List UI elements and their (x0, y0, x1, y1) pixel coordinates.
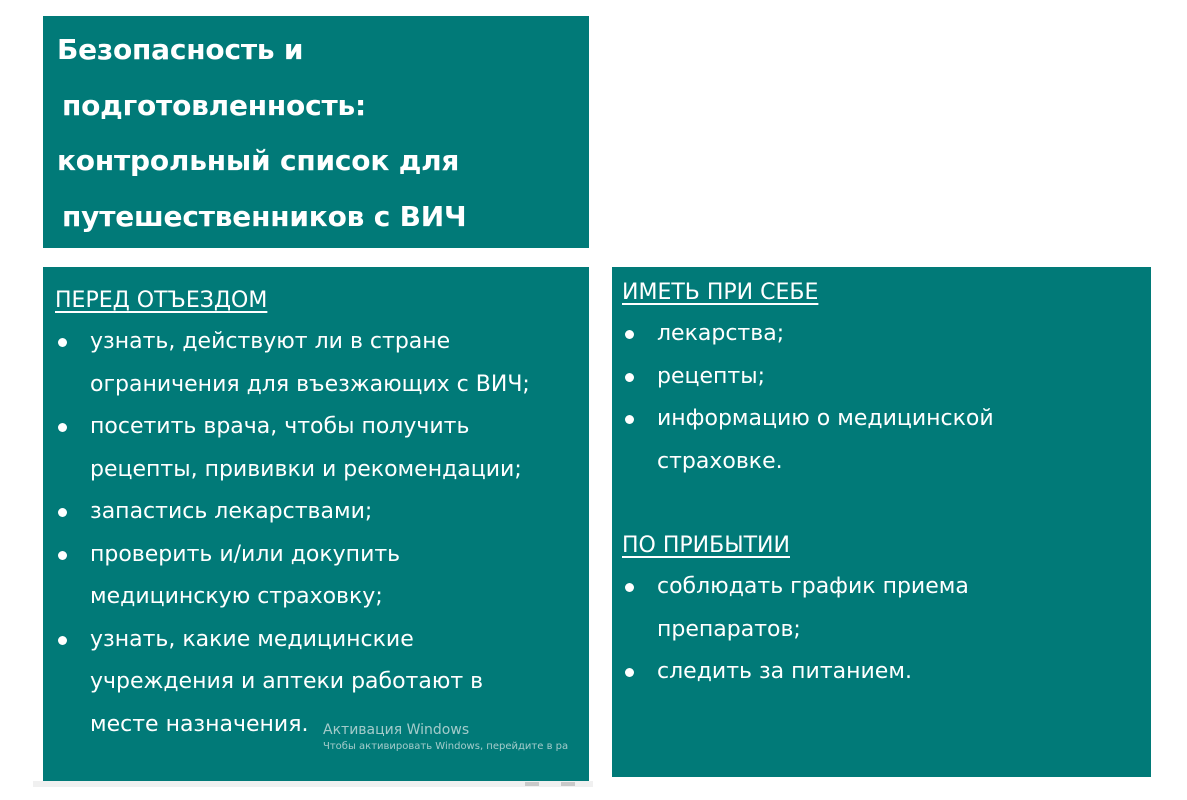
list-item (55, 406, 579, 491)
list-item-text: рецепты, прививки и рекомендации; (90, 456, 522, 482)
on-arrival-heading: ПО ПРИБЫТИИ (622, 533, 790, 558)
list-item-text: проверить и/или докупить (90, 541, 401, 567)
list-item-text: медицинскую страховку; (90, 584, 383, 609)
list-item (622, 651, 1141, 694)
bullet-icon (625, 330, 634, 339)
list-item-text: соблюдать график приема (657, 574, 969, 599)
page-title-line-1: Безопасность и (57, 33, 304, 66)
carry-with-you-list (622, 313, 1141, 483)
list-item-text: страховке. (657, 448, 783, 474)
page-title-line-4: путешественников с ВИЧ (62, 199, 467, 233)
list-item (622, 356, 1141, 399)
list-item (55, 321, 579, 406)
bullet-icon (625, 373, 634, 382)
before-departure-panel (43, 267, 589, 781)
list-item-text: лекарства; (657, 321, 785, 346)
list-item (622, 313, 1141, 356)
before-departure-list (55, 321, 579, 746)
list-item-text: следить за питанием. (657, 659, 912, 684)
section-spacer (622, 483, 1141, 526)
carry-with-you-heading: ИМЕТЬ ПРИ СЕБЕ (622, 280, 819, 305)
list-item-text: посетить врача, чтобы получить (90, 414, 470, 439)
title-panel (43, 16, 589, 248)
on-arrival-list (622, 566, 1141, 694)
list-item-text: препаратов; (657, 616, 801, 642)
list-item-text: запастись лекарствами; (90, 499, 373, 524)
list-item (622, 398, 1141, 483)
list-item-text: ограничения для въезжающих с ВИЧ; (90, 371, 530, 397)
before-departure-heading: ПЕРЕД ОТЪЕЗДОМ (55, 288, 268, 313)
bottom-scroll-strip (33, 781, 593, 787)
carry-and-arrival-panel (612, 267, 1151, 777)
list-item-text: рецепты; (657, 363, 765, 389)
list-item-text: узнать, какие медицинские (90, 626, 414, 652)
bullet-icon (58, 508, 67, 517)
list-item-text: месте назначения. (90, 711, 309, 737)
bullet-icon (625, 668, 634, 677)
watermark-title: Активация Windows (323, 722, 470, 738)
bullet-icon (58, 423, 67, 432)
strip-mark (561, 782, 575, 786)
bullet-icon (58, 636, 67, 645)
bullet-icon (625, 583, 634, 592)
page-title-line-3: контрольный список для (57, 144, 460, 177)
page-title-line-2: подготовленность: (62, 88, 366, 122)
list-item-text: узнать, действуют ли в стране (90, 329, 451, 354)
list-item (55, 491, 579, 534)
list-item (622, 566, 1141, 651)
list-item (55, 534, 579, 619)
bullet-icon (625, 415, 634, 424)
bullet-icon (58, 551, 67, 560)
watermark-subtitle: Чтобы активировать Windows, перейдите в ра (323, 741, 569, 752)
strip-mark (525, 782, 539, 786)
bullet-icon (58, 338, 67, 347)
list-item-text: информацию о медицинской (657, 406, 994, 431)
windows-activation-watermark (323, 720, 568, 754)
list-item-text: учреждения и аптеки работают в (90, 669, 484, 694)
